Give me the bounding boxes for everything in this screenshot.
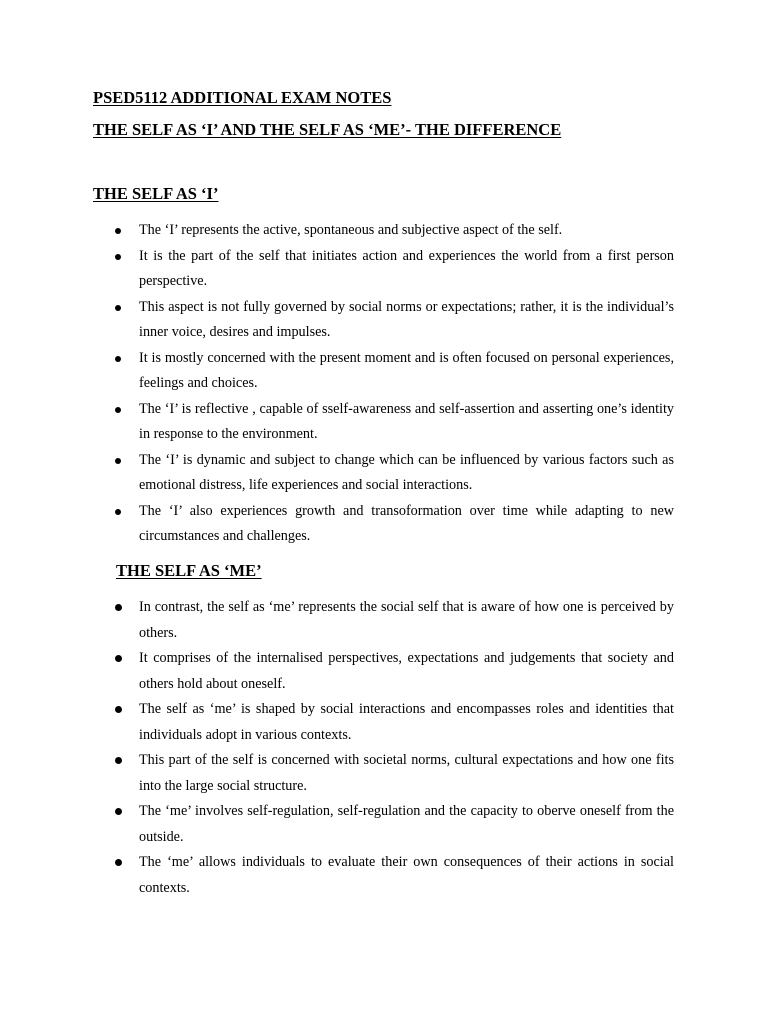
list-item <box>0 244 768 295</box>
list-item <box>0 499 768 550</box>
list-item <box>0 295 768 346</box>
list-item-text: The self as ‘me’ is shaped by social interactions and encompasses roles and identities that individuals adopt in various contexts. <box>139 701 674 743</box>
list-item <box>0 595 768 646</box>
bullet-icon <box>115 509 121 515</box>
bullet-icon <box>115 859 122 866</box>
list-item <box>0 748 768 799</box>
list-item <box>0 646 768 697</box>
bullet-icon <box>115 228 121 234</box>
bullet-icon <box>115 604 122 611</box>
list-item-text: It comprises of the internalised perspectives, expectations and judgements that society and others hold about oneself. <box>139 650 674 692</box>
bullet-icon <box>115 655 122 662</box>
list-item-text: This aspect is not fully governed by social norms or expectations; rather, it is the individual’s inner voice, desires and impulses. <box>139 298 674 340</box>
list-item <box>0 218 768 244</box>
list-item-text: The ‘me’ allows individuals to evaluate their own consequences of their actions in social contexts. <box>139 854 674 896</box>
bullet-icon <box>115 407 121 413</box>
section-i-heading: THE SELF AS ‘I’ <box>93 184 219 203</box>
list-item <box>0 448 768 499</box>
section-me-list <box>0 595 768 901</box>
bullet-icon <box>115 254 121 260</box>
document-title: PSED5112 ADDITIONAL EXAM NOTES <box>93 88 392 107</box>
list-item-text: The ‘I’ is reflective , capable of sself-awareness and self-assertion and asserting one’s identity in response to the environment. <box>139 400 674 442</box>
list-item-text: The ‘me’ involves self-regulation, self-regulation and the capacity to oberve oneself from the outside. <box>139 803 674 845</box>
list-item <box>0 697 768 748</box>
bullet-icon <box>115 757 122 764</box>
bullet-icon <box>115 458 121 464</box>
list-item-text: The ‘I’ represents the active, spontaneous and subjective aspect of the self. <box>139 222 563 238</box>
section-i-list <box>0 218 768 550</box>
document-subtitle: THE SELF AS ‘I’ AND THE SELF AS ‘ME’- THE DIFFERENCE <box>93 120 562 139</box>
bullet-icon <box>115 706 122 713</box>
section-me-heading: THE SELF AS ‘ME’ <box>116 561 262 580</box>
list-item-text: It is mostly concerned with the present moment and is often focused on personal experiences, feelings and choices. <box>139 349 674 391</box>
list-item-text: This part of the self is concerned with societal norms, cultural expectations and how one fits into the large social structure. <box>139 752 674 794</box>
bullet-icon <box>115 808 122 815</box>
list-item-text: The ‘I’ is dynamic and subject to change which can be influenced by various factors such as emotional distress, life experiences and social interactions. <box>139 451 674 493</box>
list-item-text: It is the part of the self that initiates action and experiences the world from a first person perspective. <box>139 247 674 289</box>
list-item <box>0 799 768 850</box>
bullet-icon <box>115 305 121 311</box>
list-item-text: In contrast, the self as ‘me’ represents the social self that is aware of how one is perceived by others. <box>139 599 674 641</box>
bullet-icon <box>115 356 121 362</box>
list-item <box>0 397 768 448</box>
list-item <box>0 850 768 901</box>
list-item <box>0 346 768 397</box>
list-item-text: The ‘I’ also experiences growth and transoformation over time while adapting to new circumstances and challenges. <box>139 502 674 544</box>
